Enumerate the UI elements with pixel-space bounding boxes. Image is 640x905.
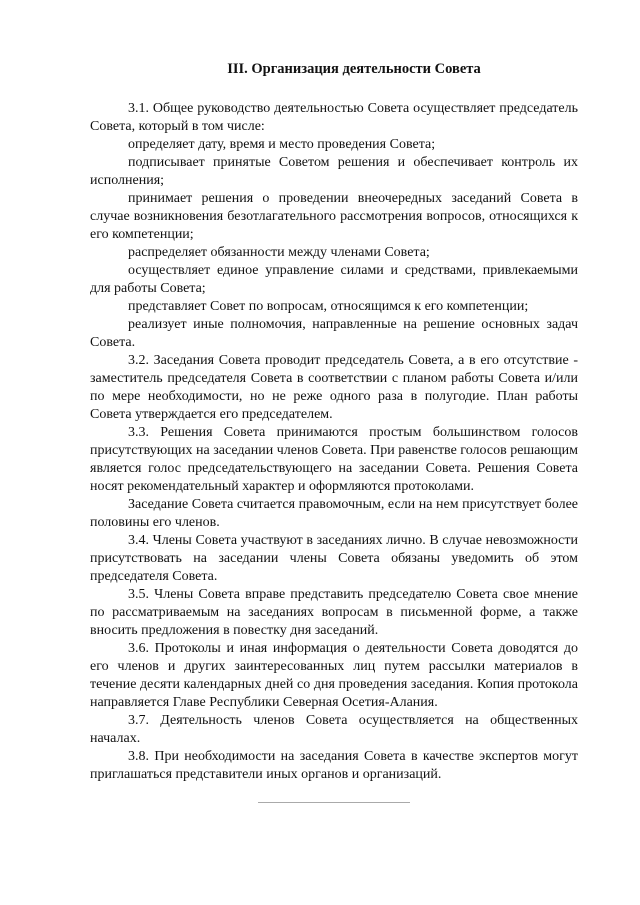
paragraph-3-5: 3.5. Члены Совета вправе представить председателю Совета свое мнение по рассматриваемым на заседаниях вопросам в письменной форме, а также вносить предложения в повестку дня заседаний. [90, 587, 578, 638]
paragraph-3-2: 3.2. Заседания Совета проводит председатель Совета, а в его отсутствие - заместитель председателя Совета в соответствии с планом работы Совета и/или по мере необходимости, но не реже одного раза в полугодие. План работы Совета утверждается его председателем. [90, 353, 578, 422]
paragraph-3-6: 3.6. Протоколы и иная информация о деятельности Совета доводятся до его членов и других заинтересованных лиц путем рассылки материалов в течение десяти календарных дней со дня проведения заседания. Копия протокола направляется Главе Республики Северная Осетия-Алания. [90, 641, 578, 710]
paragraph-3-8: 3.8. При необходимости на заседания Совета в качестве экспертов могут приглашаться представители иных органов и организаций. [90, 749, 578, 782]
paragraph-quorum: Заседание Совета считается правомочным, если на нем присутствует более половины его членов. [90, 497, 578, 530]
list-item-extraordinary-meetings: принимает решения о проведении внеочередных заседаний Совета в случае возникновения безотлагательного рассмотрения вопросов, относящихся к его компетенции; [90, 191, 578, 242]
list-item-unified-management: осуществляет единое управление силами и средствами, привлекаемыми для работы Совета; [90, 263, 578, 296]
paragraph-3-3: 3.3. Решения Совета принимаются простым большинством голосов присутствующих на заседании членов Совета. При равенстве голосов решающим является голос председательствующего на заседании Совета. Решения Совета носят рекомендательный характер и оформляются протоколами. [90, 425, 578, 494]
document-page [90, 60, 578, 784]
end-separator-line [258, 802, 410, 803]
list-item-sign-decisions: подписывает принятые Советом решения и обеспечивает контроль их исполнения; [90, 155, 578, 188]
list-item-distribute-duties: распределяет обязанности между членами Совета; [128, 245, 430, 260]
list-item-represent-council: представляет Совет по вопросам, относящимся к его компетенции; [128, 299, 529, 314]
list-item-other-powers: реализует иные полномочия, направленные на решение основных задач Совета. [90, 317, 578, 350]
list-item-date-time-place: определяет дату, время и место проведения Совета; [128, 137, 436, 152]
paragraph-3-4: 3.4. Члены Совета участвуют в заседаниях лично. В случае невозможности присутствовать на заседании члены Совета обязаны уведомить об этом председателя Совета. [90, 533, 578, 584]
section-body [90, 100, 578, 784]
paragraph-3-7: 3.7. Деятельность членов Совета осуществляется на общественных началах. [90, 713, 578, 746]
section-title: III. Организация деятельности Совета [227, 61, 481, 77]
paragraph-3-1: 3.1. Общее руководство деятельностью Совета осуществляет председатель Совета, который в том числе: [90, 101, 578, 134]
